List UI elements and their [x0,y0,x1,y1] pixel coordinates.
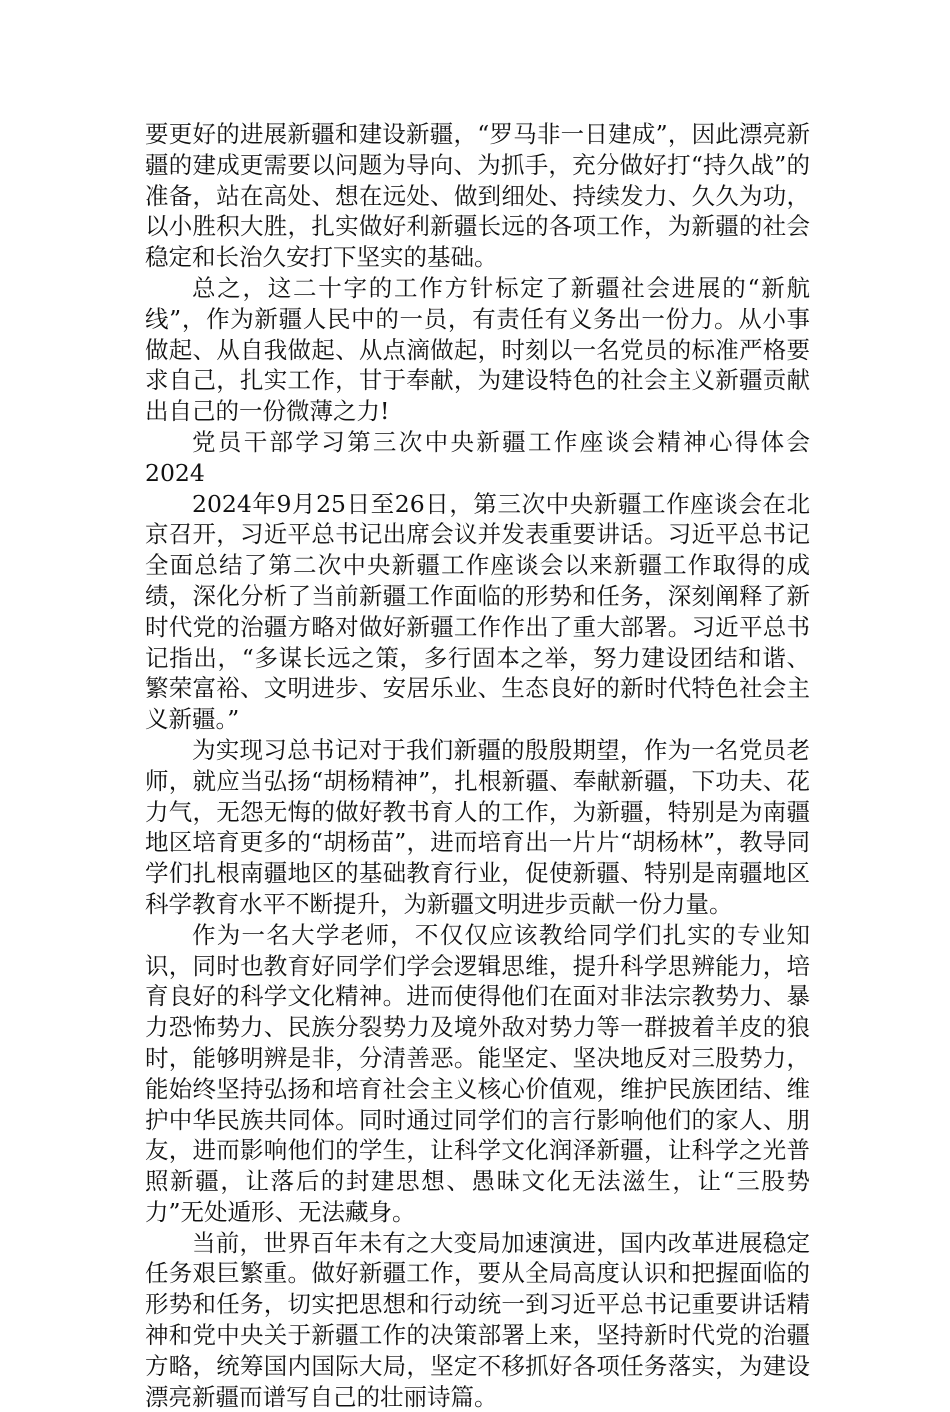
paragraph-teacher-mission: 为实现习总书记对于我们新疆的殷殷期望，作为一名党员老师，就应当弘扬“胡杨精神”，扎根新疆、奉献新疆，下功夫、花力气，无怨无悔的做好教书育人的工作，为新疆，特别是为南疆地区培育更多的“胡杨苗”，进而培育出一片片“胡杨林”，教导同学们扎根南疆地区的基础教育行业，促使新疆、特别是南疆地区科学教育水平不断提升，为新疆文明进步贡献一份力量。 [145,735,810,918]
paragraph-current-situation: 当前，世界百年未有之大变局加速演进，国内改革进展稳定任务艰巨繁重。做好新疆工作，要从全局高度认识和把握面临的形势和任务，切实把思想和行动统一到习近平总书记重要讲话精神和党中央关于新疆工作的决策部署上来，坚持新时代党的治疆方略，统筹国内国际大局，坚定不移抓好各项任务落实，为建设漂亮新疆而谱写自己的壮丽诗篇。 [145,1228,810,1411]
paragraph-conclusion: 总之，这二十字的工作方针标定了新疆社会进展的“新航线”，作为新疆人民中的一员，有责任有义务出一份力。从小事做起、从自我做起、从点滴做起，时刻以一名党员的标准严格要求自己，扎实工作，甘于奉献，为建设特色的社会主义新疆贡献出自己的一份微薄之力! [145,273,810,426]
paragraph-continuation: 要更好的进展新疆和建设新疆，“罗马非一日建成”，因此漂亮新疆的建成更需要以问题为导向、为抓手，充分做好打“持久战”的准备，站在高处、想在远处、做到细处、持续发力、久久为功，以小胜积大胜，扎实做好利新疆长远的各项工作，为新疆的社会稳定和长治久安打下坚实的基础。 [145,120,810,272]
section-title: 党员干部学习第三次中央新疆工作座谈会精神心得体会2024 [145,427,810,487]
paragraph-meeting-summary: 2024年9月25日至26日，第三次中央新疆工作座谈会在北京召开，习近平总书记出席会议并发表重要讲话。习近平总书记全面总结了第二次中央新疆工作座谈会以来新疆工作取得的成绩，深化分析了当前新疆工作面临的形势和任务，深刻阐释了新时代党的治疆方略对做好新疆工作作出了重大部署。习近平总书记指出，“多谋长远之策，多行固本之举，努力建设团结和谐、繁荣富裕、文明进步、安居乐业、生态良好的新时代特色社会主义新疆。” [145,489,810,734]
paragraph-university-teacher: 作为一名大学老师，不仅仅应该教给同学们扎实的专业知识，同时也教育好同学们学会逻辑思维，提升科学思辨能力，培育良好的科学文化精神。进而使得他们在面对非法宗教势力、暴力恐怖势力、民族分裂势力及境外敌对势力等一群披着羊皮的狼时，能够明辨是非，分清善恶。能坚定、坚决地反对三股势力，能始终坚持弘扬和培育社会主义核心价值观，维护民族团结、维护中华民族共同体。同时通过同学们的言行影响他们的家人、朋友，进而影响他们的学生，让科学文化润泽新疆，让科学之光普照新疆，让落后的封建思想、愚昧文化无法滋生，让“三股势力”无处遁形、无法藏身。 [145,920,810,1226]
document-page [145,119,810,1412]
